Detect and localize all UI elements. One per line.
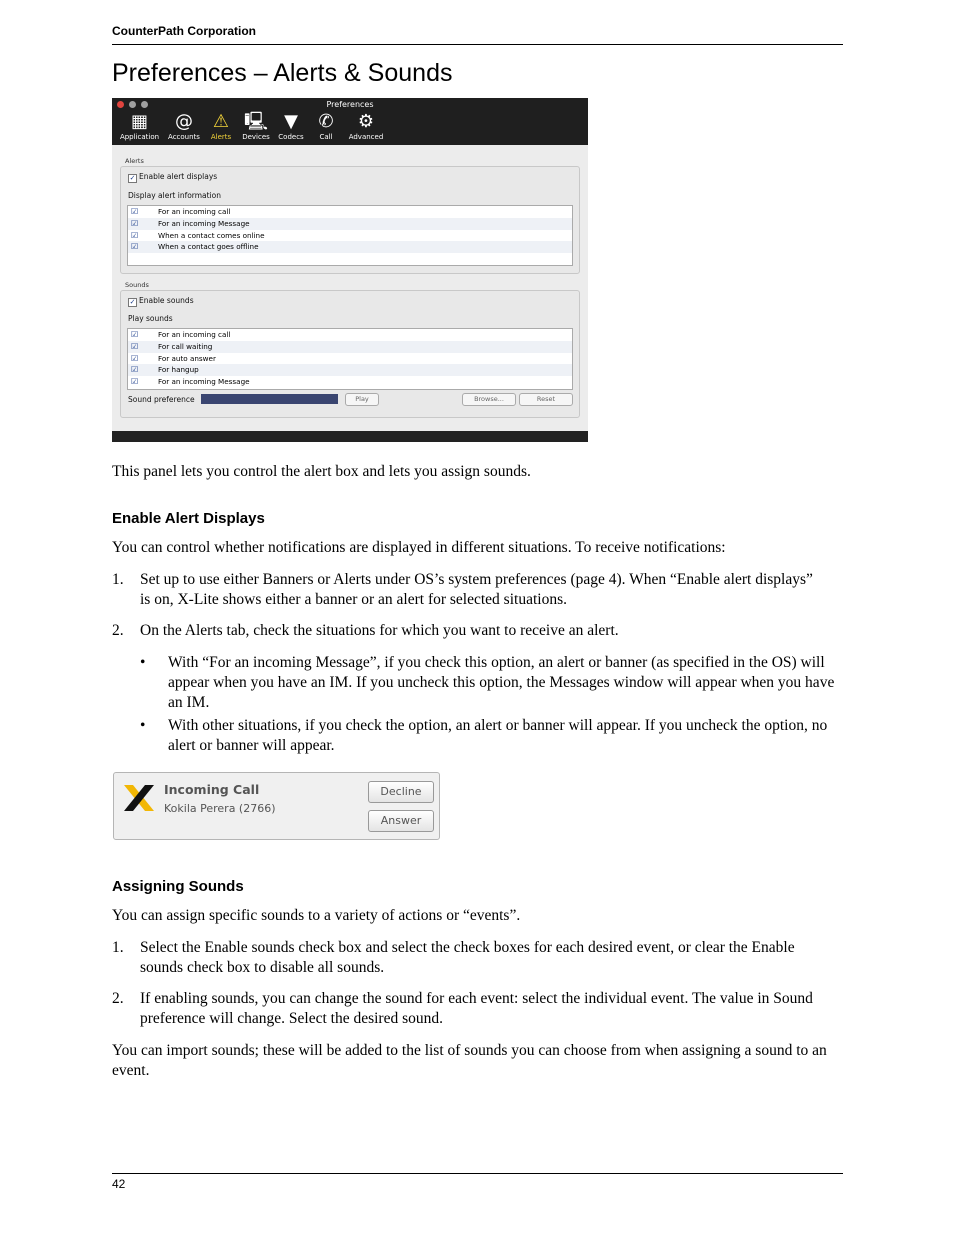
window-bottom-bar: [112, 431, 588, 442]
running-header: CounterPath Corporation: [112, 24, 843, 45]
checkmark-icon[interactable]: ☑: [131, 207, 139, 216]
list-item-label: For hangup: [158, 365, 199, 375]
list-item-label: For an incoming call: [158, 330, 231, 339]
list-item-text: On the Alerts tab, check the situations for which you want to receive an alert.: [140, 622, 619, 639]
list-number: 1.: [112, 571, 124, 588]
checkmark-icon[interactable]: ☑: [131, 365, 139, 375]
checkmark-icon[interactable]: ☑: [131, 242, 139, 252]
list-item-label: For an incoming call: [158, 207, 231, 216]
application-icon: ▦: [130, 111, 148, 132]
list-item[interactable]: [128, 376, 572, 388]
checkbox-label: Enable alert displays: [139, 172, 218, 181]
section-heading-enable-alert-displays: Enable Alert Displays: [112, 510, 265, 527]
tab-label: Alerts: [210, 133, 232, 141]
list-item-label: For call waiting: [158, 341, 213, 351]
tab-devices[interactable]: [239, 111, 273, 141]
preferences-window: [112, 98, 588, 442]
gears-icon: ⚙: [357, 111, 375, 132]
tab-advanced[interactable]: [345, 111, 387, 141]
sound-events-list: [127, 328, 573, 390]
numbered-list-item: [112, 570, 843, 610]
tab-application[interactable]: [117, 111, 162, 141]
list-item-text: Select the Enable sounds check box and select the check boxes for each desired event, or clear the Enable sounds check box to disable all sounds.: [140, 939, 795, 976]
paragraph: You can control whether notifications are displayed in different situations. To receive notifications:: [112, 539, 726, 556]
tab-codecs[interactable]: [275, 111, 307, 141]
tab-alerts[interactable]: [205, 111, 237, 141]
sound-preference-field[interactable]: [201, 394, 338, 404]
list-item[interactable]: [128, 218, 572, 230]
enable-sounds-checkbox[interactable]: [128, 296, 194, 307]
bullet-item: [140, 653, 843, 713]
page-title: Preferences – Alerts & Sounds: [112, 59, 453, 87]
enable-alert-displays-checkbox[interactable]: [128, 172, 217, 183]
paragraph: You can assign specific sounds to a variety of actions or “events”.: [112, 907, 521, 924]
warning-icon: ⚠: [212, 111, 230, 132]
reset-button[interactable]: Reset: [519, 393, 573, 406]
list-item-text: Set up to use either Banners or Alerts under OS’s system preferences (page 4). When “Enable alert displays” is on, X-Lite shows either a banner or an alert for selected situations.: [140, 571, 813, 608]
list-item[interactable]: [128, 206, 572, 218]
funnel-icon: ▼: [284, 111, 298, 132]
notification-title: Incoming Call: [164, 782, 260, 797]
display-alert-info-label: Display alert information: [128, 191, 222, 200]
list-item[interactable]: [128, 241, 572, 253]
tab-label: Call: [319, 133, 333, 141]
decline-button[interactable]: Decline: [368, 781, 434, 803]
checkmark-icon[interactable]: ☑: [131, 230, 139, 240]
list-number: 2.: [112, 622, 124, 639]
tab-label: Devices: [242, 133, 270, 141]
sounds-group-label: Sounds: [125, 281, 149, 289]
bullet-item: [140, 716, 843, 756]
list-item[interactable]: [128, 364, 572, 376]
checkmark-icon[interactable]: ☑: [131, 341, 139, 351]
list-number: 1.: [112, 939, 124, 956]
numbered-list-item: [112, 938, 843, 978]
play-sounds-label: Play sounds: [128, 314, 173, 323]
sound-preference-label: Sound preference: [128, 395, 195, 404]
phone-icon: ✆: [318, 111, 334, 132]
list-item-label: When a contact goes offline: [158, 242, 259, 252]
checkmark-icon[interactable]: ☑: [131, 218, 139, 228]
list-item[interactable]: [128, 230, 572, 242]
checkmark-icon: ✓: [129, 174, 136, 182]
tab-label: Accounts: [168, 133, 200, 141]
list-item-label: For auto answer: [158, 353, 216, 363]
checkmark-icon: ✓: [129, 298, 136, 306]
bullet-text: With other situations, if you check the option, an alert or banner will appear. If you uncheck the option, no alert or banner will appear.: [168, 717, 828, 754]
list-item[interactable]: [128, 329, 572, 341]
tab-label: Codecs: [278, 133, 304, 141]
list-item-text: If enabling sounds, you can change the sound for each event: select the individual event. The value in Sound preference will change. Select the desired sound.: [140, 990, 813, 1027]
alerts-group-label: Alerts: [125, 157, 144, 165]
alert-situations-list: [127, 205, 573, 266]
list-item[interactable]: [128, 341, 572, 353]
list-item[interactable]: [128, 353, 572, 365]
browse-button[interactable]: Browse...: [462, 393, 516, 406]
devices-icon: 🖳: [243, 111, 268, 132]
intro-paragraph: This panel lets you control the alert box and lets you assign sounds.: [112, 463, 531, 480]
numbered-list-item: [112, 621, 843, 641]
list-item-label: When a contact comes online: [158, 230, 265, 240]
checkmark-icon[interactable]: ☑: [131, 353, 139, 363]
bullet-icon: •: [140, 717, 146, 734]
window-toolbar: [112, 98, 588, 145]
tab-label: Application: [119, 133, 160, 141]
list-item-label: For an incoming Message: [158, 377, 250, 387]
at-icon: @: [175, 111, 193, 132]
list-number: 2.: [112, 990, 124, 1007]
tab-accounts[interactable]: [165, 111, 203, 141]
tab-call[interactable]: [312, 111, 340, 141]
bullet-icon: •: [140, 654, 146, 671]
page-number: 42: [112, 1173, 843, 1191]
window-title: Preferences: [326, 100, 374, 109]
sounds-group: [120, 290, 580, 418]
tab-label: Advanced: [348, 133, 384, 141]
x-lite-logo-icon: [122, 783, 156, 813]
bullet-text: With “For an incoming Message”, if you check this option, an alert or banner (as specified in the OS) will appear when you have an IM. If you uncheck this option, the Messages window will appear when you have an IM.: [168, 654, 835, 711]
checkmark-icon[interactable]: ☑: [131, 330, 139, 339]
play-button[interactable]: Play: [345, 393, 379, 406]
closing-paragraph: You can import sounds; these will be added to the list of sounds you can choose from when assigning a sound to an event.: [112, 1042, 827, 1079]
alerts-group: [120, 166, 580, 274]
answer-button[interactable]: Answer: [368, 810, 434, 832]
numbered-list-item: [112, 989, 843, 1029]
caller-name: Kokila Perera (2766): [164, 802, 276, 815]
incoming-call-notification: [113, 772, 440, 840]
checkbox-label: Enable sounds: [139, 296, 194, 305]
list-item-label: For an incoming Message: [158, 218, 250, 228]
checkmark-icon[interactable]: ☑: [131, 377, 139, 387]
section-heading-assigning-sounds: Assigning Sounds: [112, 878, 244, 895]
